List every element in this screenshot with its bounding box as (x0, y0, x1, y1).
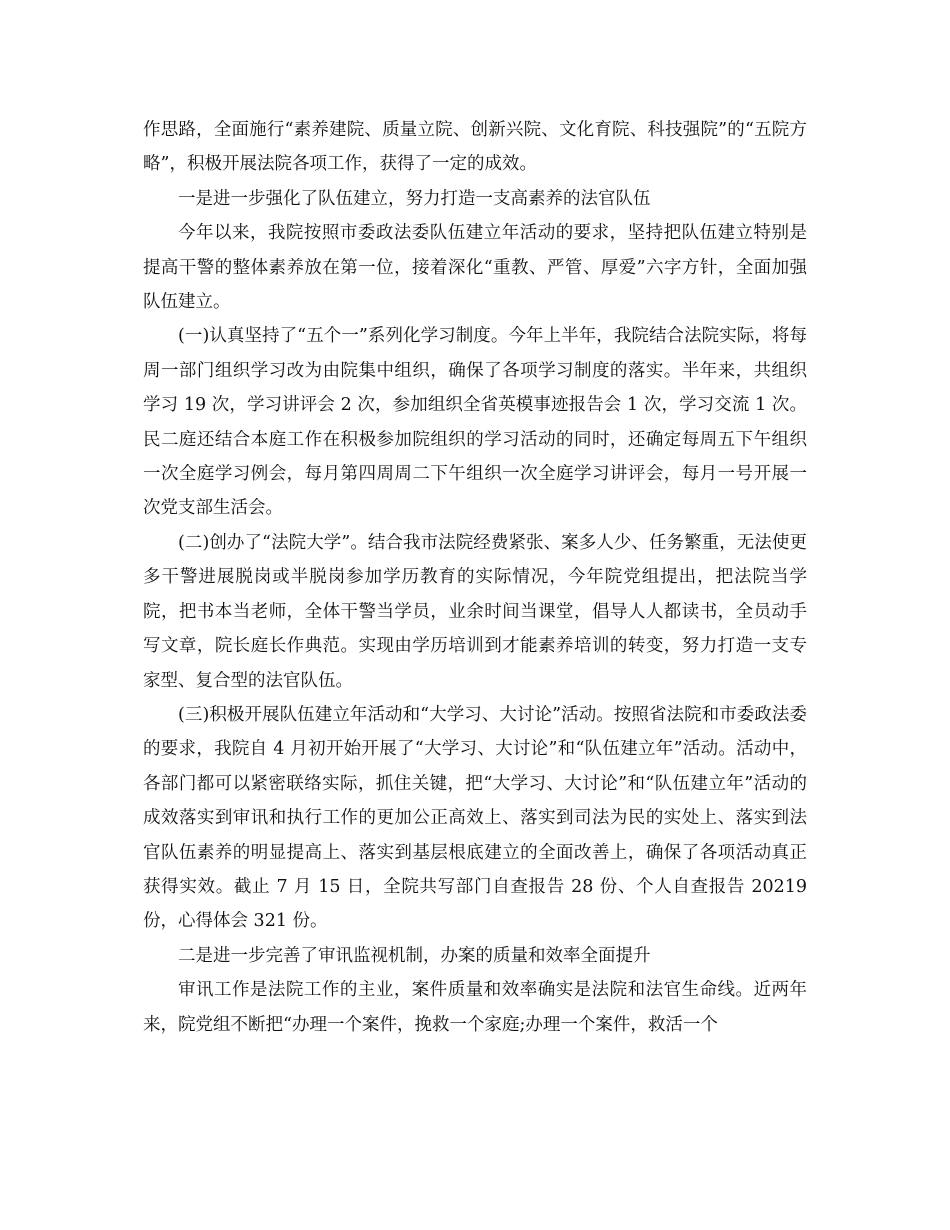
document-page (143, 113, 807, 1042)
paragraph-trial-work: 审讯工作是法院工作的主业，案件质量和效率确实是法院和法官生命线。近两年来，院党组不断把“办理一个案件，挽救一个家庭;办理一个案件，救活一个 (143, 980, 807, 1035)
paragraph-team-building-intro: 今年以来，我院按照市委政法委队伍建立年活动的要求，坚持把队伍建立特别是提高干警的整体素养放在第一位，接着深化“重教、严管、厚爱”六字方针，全面加强队伍建立。 (143, 223, 807, 313)
section-heading-trial-supervision: 二是进一步完善了审讯监视机制，办案的质量和效率全面提升 (178, 945, 651, 966)
paragraph-team-building-activities: (三)积极开展队伍建立年活动和“大学习、大讨论”活动。按照省法院和市委政法委的要求，我院自 4 月初开始开展了“大学习、大讨论”和“队伍建立年”活动。活动中，各部门都可以紧密联络实际，抓住关键，把“大学习、大讨论”和“队伍建立年”活动的成效落实到审讯和执行工作的更加公正高效上、落实到司法为民的实处上、落实到法官队伍素养的明显提高上、落实到基层根底建立的全面改善上，确保了各项活动真正获得实效。截止 7 月 15 日，全院共写部门自查报告 28 份、个人自查报告 20219 份，心得体会 321 份。 (143, 704, 807, 932)
paragraph-continuation: 作思路，全面施行“素养建院、质量立院、创新兴院、文化育院、科技强院”的“五院方略”，积极开展法院各项工作，获得了一定的成效。 (143, 120, 807, 175)
section-heading-team-building: 一是进一步强化了队伍建立，努力打造一支高素养的法官队伍 (178, 188, 651, 209)
paragraph-court-university: (二)创办了“法院大学”。结合我市法院经费紧张、案多人少、任务繁重，无法使更多干警进展脱岗或半脱岗参加学历教育的实际情况，今年院党组提出，把法院当学院，把书本当老师，全体干警当学员，业余时间当课堂，倡导人人都读书，全员动手写文章，院长庭长作典范。实现由学历培训到才能素养培训的转变，努力打造一支专家型、复合型的法官队伍。 (143, 532, 807, 691)
paragraph-study-system: (一)认真坚持了“五个一”系列化学习制度。今年上半年，我院结合法院实际，将每周一部门组织学习改为由院集中组织，确保了各项学习制度的落实。半年来，共组织学习 19 次，学习讲评会 2 次，参加组织全省英模事迹报告会 1 次，学习交流 1 次。民二庭还结合本庭工作在积极参加院组织的学习活动的同时，还确定每周五下午组织一次全庭学习例会，每月第四周周二下午组织一次全庭学习讲评会，每月一号开展一次党支部生活会。 (143, 326, 807, 519)
